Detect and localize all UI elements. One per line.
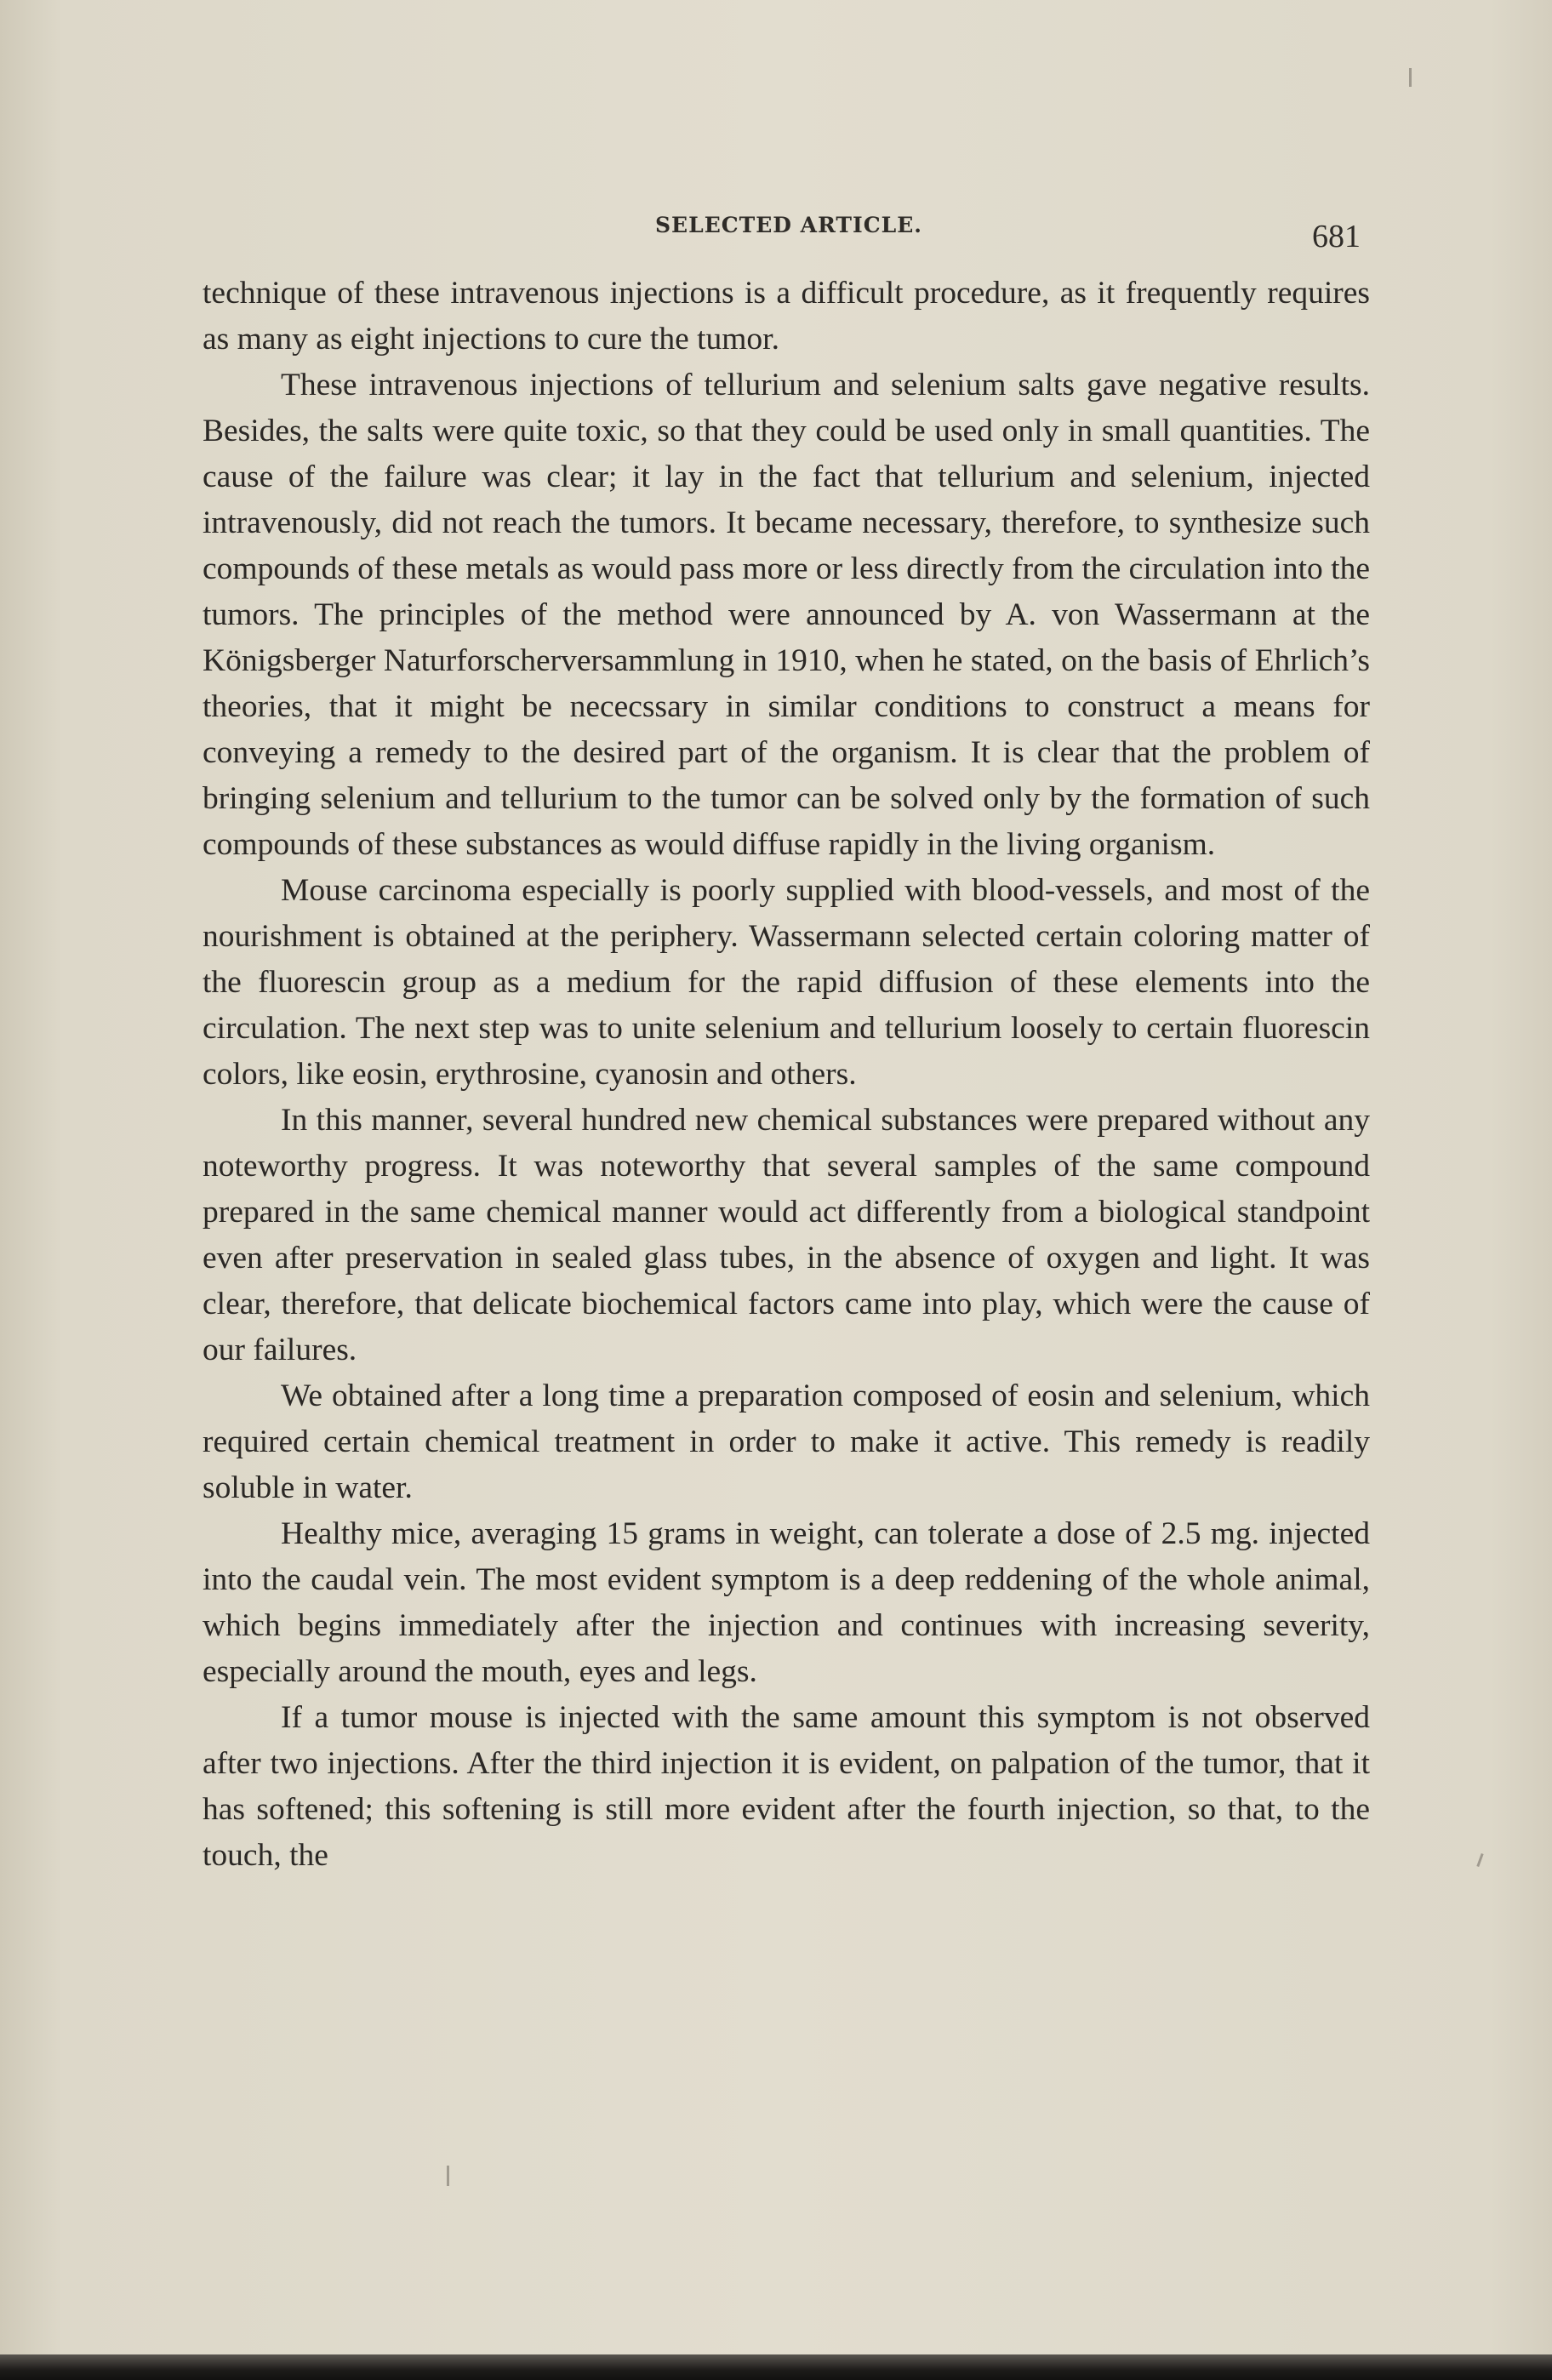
scan-bottom-edge [0, 2354, 1552, 2380]
paragraph-4: In this manner, several hundred new chemical substances were prepared without any noteworthy progress. It was noteworthy that several samples of the same compound prepared in the same chemical manner would act differently from a biological standpoint even after preservation in sealed glass tubes, in the absence of oxygen and light. It was clear, therefore, that delicate biochemical factors came into play, which were the cause of our failures. [203, 1103, 1370, 1367]
paper-blemish [447, 2166, 449, 2186]
paragraph-2: These intravenous injections of tellurium and selenium salts gave negative results. Besides, the salts were quite toxic, so that they could be used only in small quantities. The cause of the failure was clear; it lay in the fact that tellurium and selenium, injected intravenously, did not reach the tumors. It became necessary, therefore, to synthesize such compounds of these metals as would pass more or less directly from the circulation into the tumors. The principles of the method were announced by A. von Wassermann at the Königsberger Naturforscherversammlung in 1910, when he stated, on the basis of Ehrlich’s theories, that it might be nececssary in similar conditions to construct a means for conveying a remedy to the desired part of the organism. It is clear that the problem of bringing selenium and tellurium to the tumor can be solved only by the formation of such compounds of these substances as would diffuse rapidly in the living organism. [203, 368, 1370, 862]
paragraph-5: We obtained after a long time a preparation composed of eosin and selenium, which required certain chemical treatment in order to make it active. This remedy is readily soluble in water. [203, 1378, 1370, 1505]
paragraph-3: Mouse carcinoma especially is poorly supplied with blood-vessels, and most of the nourishment is obtained at the periphery. Wassermann selected certain coloring matter of the fluorescin group as a medium for the rapid diffusion of these elements into the circulation. The next step was to unite selenium and tellurium loosely to certain fluorescin colors, like eosin, erythrosine, cyanosin and others. [203, 873, 1370, 1092]
paper-blemish [1476, 1853, 1483, 1867]
paragraph-1: technique of these intravenous injections is a difficult procedure, as it frequently requires as many as eight injections to cure the tumor. [203, 276, 1370, 357]
paper-blemish [1409, 68, 1412, 87]
running-head: SELECTED ARTICLE. [655, 213, 922, 237]
paragraph-6: Healthy mice, averaging 15 grams in weight, can tolerate a dose of 2.5 mg. injected into the caudal vein. The most evident symptom is a deep reddening of the whole animal, which begins immediately after the injection and continues with increasing severity, especially around the mouth, eyes and legs. [203, 1516, 1370, 1689]
page-number: 681 [1312, 219, 1361, 254]
paragraph-7: If a tumor mouse is injected with the same amount this symptom is not observed after two injections. After the third injection it is evident, on palpation of the tumor, that it has softened; this softening is still more evident after the fourth injection, so that, to the touch, the [203, 1700, 1370, 1873]
article-body [203, 271, 1370, 1879]
